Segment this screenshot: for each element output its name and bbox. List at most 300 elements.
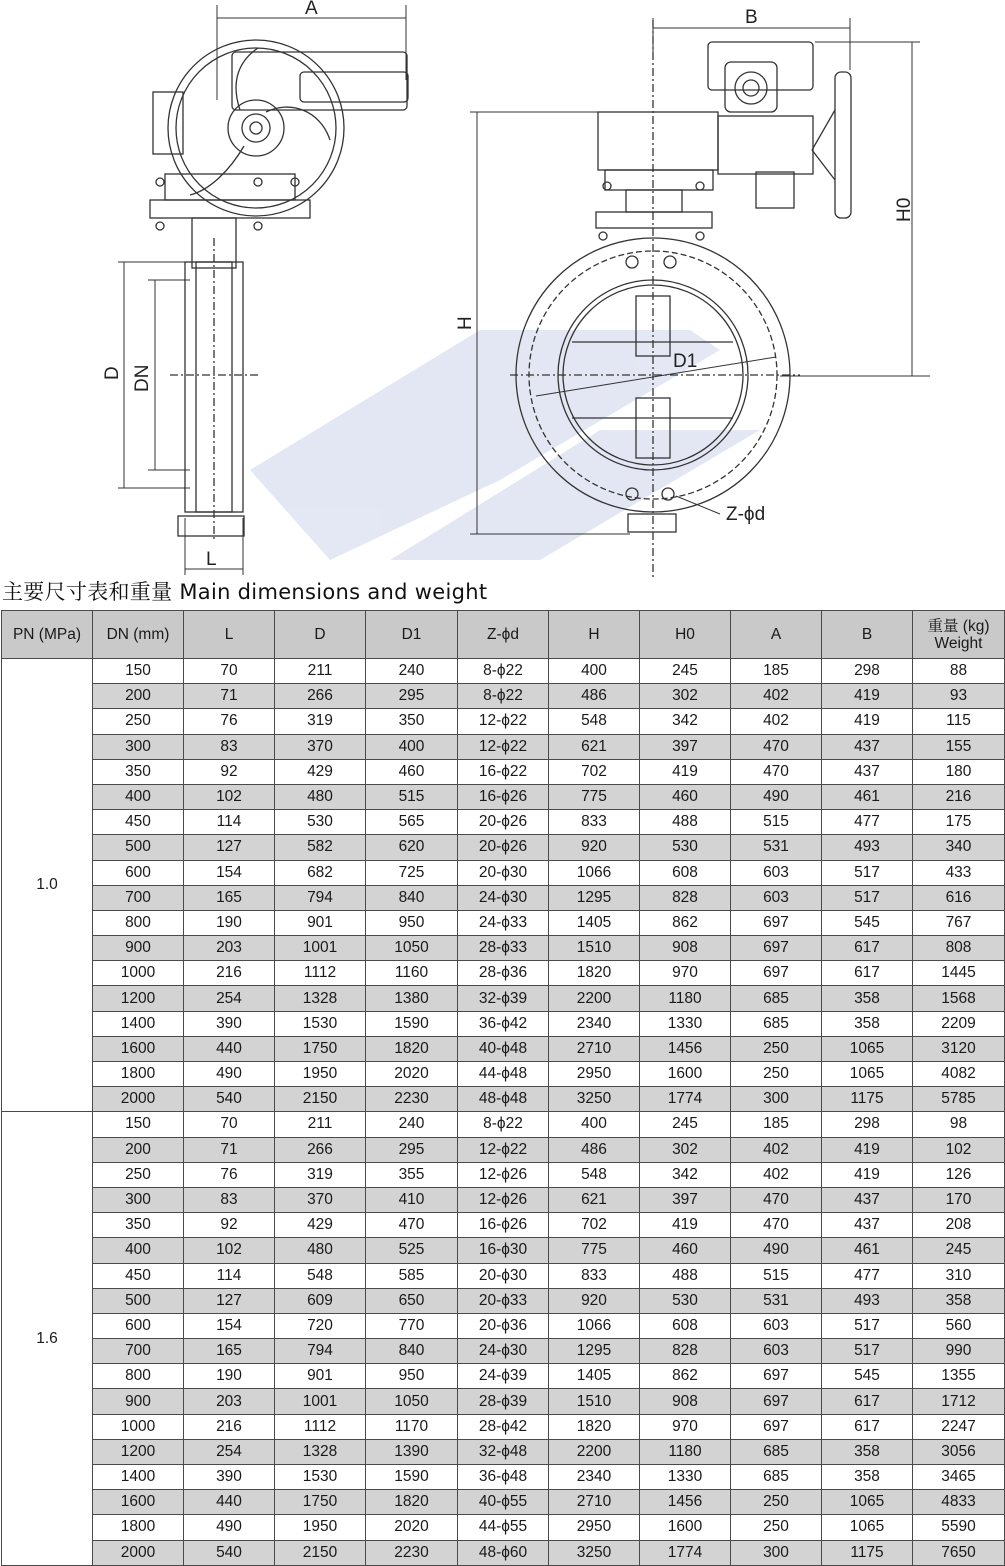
- table-cell: 358: [822, 986, 913, 1011]
- table-cell: 3465: [913, 1465, 1005, 1490]
- table-cell: 460: [640, 1238, 731, 1263]
- table-cell: 1295: [549, 1339, 640, 1364]
- table-cell: 530: [275, 810, 366, 835]
- table-cell: 2200: [549, 1439, 640, 1464]
- table-cell: 350: [93, 759, 184, 784]
- table-cell: 400: [549, 659, 640, 684]
- table-cell: 1950: [275, 1062, 366, 1087]
- table-cell: 350: [93, 1213, 184, 1238]
- table-cell: 150: [93, 1112, 184, 1137]
- table-cell: 493: [822, 1288, 913, 1313]
- table-cell: 24-ϕ33: [458, 910, 549, 935]
- table-row: [2, 1288, 1005, 1313]
- table-cell: 2710: [549, 1036, 640, 1061]
- table-cell: 5785: [913, 1087, 1005, 1112]
- table-cell: 488: [640, 1263, 731, 1288]
- table-cell: 617: [822, 1414, 913, 1439]
- table-cell: 1180: [640, 1439, 731, 1464]
- table-cell: 240: [366, 659, 458, 684]
- table-row: [2, 910, 1005, 935]
- table-cell: 840: [366, 885, 458, 910]
- table-cell: 603: [731, 1339, 822, 1364]
- table-cell: 617: [822, 1389, 913, 1414]
- table-cell: 370: [275, 1187, 366, 1212]
- table-row: [2, 1263, 1005, 1288]
- table-cell: 2000: [93, 1540, 184, 1565]
- table-cell: 697: [731, 910, 822, 935]
- table-cell: 83: [184, 734, 275, 759]
- table-cell: 300: [93, 1187, 184, 1212]
- table-cell: 24-ϕ30: [458, 885, 549, 910]
- table-cell: 310: [913, 1263, 1005, 1288]
- table-cell: 419: [822, 709, 913, 734]
- table-row: [2, 1213, 1005, 1238]
- table-cell: 1001: [275, 936, 366, 961]
- table-cell: 833: [549, 810, 640, 835]
- table-cell: 127: [184, 835, 275, 860]
- table-cell: 20-ϕ33: [458, 1288, 549, 1313]
- table-cell: 486: [549, 684, 640, 709]
- table-cell: 358: [822, 1011, 913, 1036]
- table-cell: 250: [93, 1162, 184, 1187]
- table-cell: 603: [731, 860, 822, 885]
- table-cell: 697: [731, 1414, 822, 1439]
- table-cell: 200: [93, 1137, 184, 1162]
- dim-label-d1: D1: [673, 351, 698, 372]
- table-cell: 295: [366, 1137, 458, 1162]
- table-cell: 8-ϕ22: [458, 659, 549, 684]
- table-row: [2, 1238, 1005, 1263]
- table-cell: 203: [184, 1389, 275, 1414]
- table-cell: 4082: [913, 1062, 1005, 1087]
- table-cell: 4833: [913, 1490, 1005, 1515]
- table-cell: 1600: [93, 1036, 184, 1061]
- column-header: D1: [366, 611, 458, 659]
- table-cell: 102: [184, 784, 275, 809]
- table-cell: 185: [731, 659, 822, 684]
- table-cell: 950: [366, 910, 458, 935]
- table-row: [2, 1515, 1005, 1540]
- table-cell: 154: [184, 860, 275, 885]
- table-cell: 440: [184, 1490, 275, 1515]
- table-row: [2, 1439, 1005, 1464]
- table-cell: 600: [93, 1313, 184, 1338]
- table-cell: 8-ϕ22: [458, 1112, 549, 1137]
- table-cell: 603: [731, 1313, 822, 1338]
- table-cell: 565: [366, 810, 458, 835]
- table-cell: 114: [184, 810, 275, 835]
- table-row: [2, 684, 1005, 709]
- technical-drawing: [0, 0, 1005, 580]
- table-cell: 2150: [275, 1087, 366, 1112]
- table-cell: 20-ϕ30: [458, 860, 549, 885]
- table-cell: 390: [184, 1465, 275, 1490]
- table-cell: 621: [549, 1187, 640, 1212]
- dim-label-h0: H0: [894, 197, 915, 222]
- table-cell: 1112: [275, 961, 366, 986]
- column-header: B: [822, 611, 913, 659]
- table-cell: 93: [913, 684, 1005, 709]
- table-cell: 419: [822, 1162, 913, 1187]
- table-cell: 295: [366, 684, 458, 709]
- table-cell: 400: [549, 1112, 640, 1137]
- table-cell: 1400: [93, 1011, 184, 1036]
- table-cell: 685: [731, 1011, 822, 1036]
- table-cell: 16-ϕ30: [458, 1238, 549, 1263]
- table-cell: 2230: [366, 1540, 458, 1565]
- table-cell: 1065: [822, 1036, 913, 1061]
- table-cell: 437: [822, 759, 913, 784]
- table-cell: 603: [731, 885, 822, 910]
- table-cell: 1590: [366, 1011, 458, 1036]
- table-cell: 28-ϕ39: [458, 1389, 549, 1414]
- table-row: [2, 1087, 1005, 1112]
- table-cell: 1820: [549, 961, 640, 986]
- table-cell: 2230: [366, 1087, 458, 1112]
- table-cell: 319: [275, 709, 366, 734]
- table-cell: 48-ϕ60: [458, 1540, 549, 1565]
- table-cell: 1328: [275, 986, 366, 1011]
- table-cell: 609: [275, 1288, 366, 1313]
- table-cell: 16-ϕ26: [458, 784, 549, 809]
- table-row: [2, 734, 1005, 759]
- table-cell: 685: [731, 986, 822, 1011]
- table-row: [2, 1187, 1005, 1212]
- table-cell: 620: [366, 835, 458, 860]
- table-cell: 490: [184, 1062, 275, 1087]
- table-cell: 1380: [366, 986, 458, 1011]
- table-cell: 419: [822, 1137, 913, 1162]
- table-cell: 400: [366, 734, 458, 759]
- table-cell: 16-ϕ26: [458, 1213, 549, 1238]
- table-cell: 621: [549, 734, 640, 759]
- table-cell: 28-ϕ36: [458, 961, 549, 986]
- table-row: [2, 709, 1005, 734]
- table-cell: 211: [275, 659, 366, 684]
- table-cell: 833: [549, 1263, 640, 1288]
- table-cell: 490: [731, 784, 822, 809]
- table-cell: 545: [822, 910, 913, 935]
- table-cell: 48-ϕ48: [458, 1087, 549, 1112]
- table-cell: 370: [275, 734, 366, 759]
- table-cell: 1175: [822, 1540, 913, 1565]
- table-row: [2, 1313, 1005, 1338]
- table-cell: 1200: [93, 986, 184, 1011]
- table-cell: 480: [275, 1238, 366, 1263]
- table-cell: 794: [275, 885, 366, 910]
- table-cell: 165: [184, 1339, 275, 1364]
- table-cell: 990: [913, 1339, 1005, 1364]
- dimensions-table: [1, 610, 1005, 1566]
- table-cell: 5590: [913, 1515, 1005, 1540]
- table-cell: 3250: [549, 1087, 640, 1112]
- table-cell: 531: [731, 1288, 822, 1313]
- dim-label-l: L: [206, 549, 217, 570]
- column-header: L: [184, 611, 275, 659]
- table-row: [2, 1465, 1005, 1490]
- table-cell: 2209: [913, 1011, 1005, 1036]
- table-cell: 1330: [640, 1011, 731, 1036]
- table-cell: 1050: [366, 1389, 458, 1414]
- table-cell: 350: [366, 709, 458, 734]
- table-cell: 250: [731, 1062, 822, 1087]
- table-cell: 1295: [549, 885, 640, 910]
- table-cell: 240: [366, 1112, 458, 1137]
- table-cell: 1774: [640, 1087, 731, 1112]
- table-cell: 355: [366, 1162, 458, 1187]
- table-cell: 775: [549, 1238, 640, 1263]
- column-header: DN (mm): [93, 611, 184, 659]
- table-cell: 840: [366, 1339, 458, 1364]
- table-row: [2, 659, 1005, 684]
- table-cell: 908: [640, 936, 731, 961]
- table-cell: 8-ϕ22: [458, 684, 549, 709]
- table-cell: 920: [549, 835, 640, 860]
- table-row: [2, 1339, 1005, 1364]
- table-cell: 12-ϕ22: [458, 709, 549, 734]
- table-cell: 70: [184, 659, 275, 684]
- table-cell: 1820: [549, 1414, 640, 1439]
- column-header: PN (MPa): [2, 611, 93, 659]
- table-row: [2, 784, 1005, 809]
- table-cell: 2000: [93, 1087, 184, 1112]
- table-cell: 901: [275, 1364, 366, 1389]
- table-cell: 102: [184, 1238, 275, 1263]
- section-title: 主要尺寸表和重量 Main dimensions and weight: [2, 580, 488, 604]
- table-cell: 340: [913, 835, 1005, 860]
- table-cell: 76: [184, 709, 275, 734]
- table-cell: 560: [913, 1313, 1005, 1338]
- table-cell: 437: [822, 1187, 913, 1212]
- table-row: [2, 1162, 1005, 1187]
- table-cell: 548: [549, 1162, 640, 1187]
- table-cell: 12-ϕ26: [458, 1187, 549, 1212]
- dim-label-zd: Z-ϕd: [726, 504, 766, 525]
- table-cell: 1065: [822, 1515, 913, 1540]
- table-cell: 770: [366, 1313, 458, 1338]
- table-cell: 3120: [913, 1036, 1005, 1061]
- table-cell: 358: [822, 1439, 913, 1464]
- table-row: [2, 1062, 1005, 1087]
- table-cell: 114: [184, 1263, 275, 1288]
- table-cell: 397: [640, 734, 731, 759]
- table-cell: 697: [731, 961, 822, 986]
- table-cell: 702: [549, 759, 640, 784]
- table-cell: 1000: [93, 961, 184, 986]
- table-cell: 300: [93, 734, 184, 759]
- table-cell: 1530: [275, 1011, 366, 1036]
- table-cell: 98: [913, 1112, 1005, 1137]
- table-cell: 545: [822, 1364, 913, 1389]
- table-row: [2, 936, 1005, 961]
- table-cell: 419: [640, 1213, 731, 1238]
- table-cell: 1065: [822, 1490, 913, 1515]
- table-cell: 1510: [549, 1389, 640, 1414]
- table-cell: 2020: [366, 1515, 458, 1540]
- table-cell: 617: [822, 961, 913, 986]
- table-cell: 617: [822, 936, 913, 961]
- table-cell: 83: [184, 1187, 275, 1212]
- column-header: 重量 (kg) Weight: [913, 611, 1005, 659]
- table-cell: 1175: [822, 1087, 913, 1112]
- table-cell: 400: [93, 784, 184, 809]
- table-cell: 12-ϕ22: [458, 1137, 549, 1162]
- table-cell: 1568: [913, 986, 1005, 1011]
- table-cell: 410: [366, 1187, 458, 1212]
- table-cell: 517: [822, 1313, 913, 1338]
- table-cell: 76: [184, 1162, 275, 1187]
- table-cell: 1160: [366, 961, 458, 986]
- table-cell: 3250: [549, 1540, 640, 1565]
- table-cell: 697: [731, 1389, 822, 1414]
- table-cell: 1820: [366, 1036, 458, 1061]
- table-cell: 20-ϕ26: [458, 810, 549, 835]
- table-cell: 254: [184, 1439, 275, 1464]
- table-cell: 437: [822, 1213, 913, 1238]
- table-cell: 3056: [913, 1439, 1005, 1464]
- table-cell: 470: [731, 734, 822, 759]
- table-cell: 582: [275, 835, 366, 860]
- table-cell: 1066: [549, 1313, 640, 1338]
- table-row: [2, 885, 1005, 910]
- table-cell: 342: [640, 709, 731, 734]
- table-cell: 2247: [913, 1414, 1005, 1439]
- table-cell: 1800: [93, 1515, 184, 1540]
- table-cell: 862: [640, 910, 731, 935]
- table-cell: 1200: [93, 1439, 184, 1464]
- table-cell: 517: [822, 1339, 913, 1364]
- table-cell: 44-ϕ48: [458, 1062, 549, 1087]
- table-cell: 28-ϕ33: [458, 936, 549, 961]
- table-row: [2, 986, 1005, 1011]
- table-cell: 461: [822, 1238, 913, 1263]
- table-cell: 1328: [275, 1439, 366, 1464]
- table-cell: 298: [822, 659, 913, 684]
- pn-cell: 1.0: [2, 659, 93, 1112]
- table-cell: 20-ϕ30: [458, 1263, 549, 1288]
- table-cell: 429: [275, 1213, 366, 1238]
- table-cell: 1820: [366, 1490, 458, 1515]
- table-cell: 548: [275, 1263, 366, 1288]
- table-cell: 1066: [549, 860, 640, 885]
- table-row: [2, 1137, 1005, 1162]
- table-cell: 600: [93, 860, 184, 885]
- table-cell: 1600: [93, 1490, 184, 1515]
- table-cell: 32-ϕ48: [458, 1439, 549, 1464]
- table-cell: 1456: [640, 1036, 731, 1061]
- column-header: H0: [640, 611, 731, 659]
- table-cell: 461: [822, 784, 913, 809]
- table-cell: 1170: [366, 1414, 458, 1439]
- table-cell: 266: [275, 684, 366, 709]
- table-cell: 433: [913, 860, 1005, 885]
- table-cell: 71: [184, 684, 275, 709]
- table-cell: 490: [731, 1238, 822, 1263]
- table-cell: 1530: [275, 1465, 366, 1490]
- table-cell: 477: [822, 1263, 913, 1288]
- table-cell: 1405: [549, 1364, 640, 1389]
- table-cell: 1000: [93, 1414, 184, 1439]
- table-cell: 298: [822, 1112, 913, 1137]
- table-row: [2, 1364, 1005, 1389]
- table-cell: 102: [913, 1137, 1005, 1162]
- table-cell: 1050: [366, 936, 458, 961]
- table-cell: 800: [93, 910, 184, 935]
- table-cell: 302: [640, 684, 731, 709]
- table-cell: 190: [184, 910, 275, 935]
- table-cell: 486: [549, 1137, 640, 1162]
- table-cell: 390: [184, 1011, 275, 1036]
- table-cell: 358: [822, 1465, 913, 1490]
- table-cell: 1405: [549, 910, 640, 935]
- table-cell: 650: [366, 1288, 458, 1313]
- dim-label-b: B: [745, 7, 758, 28]
- table-row: [2, 1036, 1005, 1061]
- table-cell: 608: [640, 860, 731, 885]
- table-cell: 402: [731, 684, 822, 709]
- table-cell: 530: [640, 1288, 731, 1313]
- table-cell: 450: [93, 1263, 184, 1288]
- table-cell: 40-ϕ55: [458, 1490, 549, 1515]
- table-cell: 88: [913, 659, 1005, 684]
- table-cell: 1800: [93, 1062, 184, 1087]
- table-cell: 1600: [640, 1062, 731, 1087]
- table-cell: 1001: [275, 1389, 366, 1414]
- table-cell: 437: [822, 734, 913, 759]
- table-cell: 1355: [913, 1364, 1005, 1389]
- table-cell: 525: [366, 1238, 458, 1263]
- table-cell: 1712: [913, 1389, 1005, 1414]
- table-cell: 2150: [275, 1540, 366, 1565]
- table-cell: 1180: [640, 986, 731, 1011]
- table-cell: 180: [913, 759, 1005, 784]
- table-cell: 36-ϕ42: [458, 1011, 549, 1036]
- table-cell: 515: [731, 810, 822, 835]
- table-cell: 20-ϕ26: [458, 835, 549, 860]
- table-cell: 808: [913, 936, 1005, 961]
- table-cell: 16-ϕ22: [458, 759, 549, 784]
- table-cell: 828: [640, 1339, 731, 1364]
- table-cell: 767: [913, 910, 1005, 935]
- table-cell: 500: [93, 1288, 184, 1313]
- table-body: [2, 659, 1005, 1566]
- table-cell: 165: [184, 885, 275, 910]
- table-cell: 250: [731, 1036, 822, 1061]
- table-cell: 245: [640, 1112, 731, 1137]
- table-cell: 203: [184, 936, 275, 961]
- table-cell: 1750: [275, 1036, 366, 1061]
- table-cell: 515: [731, 1263, 822, 1288]
- table-cell: 530: [640, 835, 731, 860]
- table-cell: 2340: [549, 1011, 640, 1036]
- table-cell: 1750: [275, 1490, 366, 1515]
- table-cell: 697: [731, 1364, 822, 1389]
- column-header: D: [275, 611, 366, 659]
- table-cell: 697: [731, 936, 822, 961]
- table-row: [2, 1540, 1005, 1565]
- table-cell: 685: [731, 1439, 822, 1464]
- table-cell: 12-ϕ26: [458, 1162, 549, 1187]
- table-cell: 470: [731, 1187, 822, 1212]
- table-cell: 250: [731, 1515, 822, 1540]
- table-cell: 540: [184, 1540, 275, 1565]
- table-cell: 1510: [549, 936, 640, 961]
- table-cell: 585: [366, 1263, 458, 1288]
- table-cell: 685: [731, 1465, 822, 1490]
- table-row: [2, 1389, 1005, 1414]
- table-cell: 470: [731, 759, 822, 784]
- table-cell: 300: [731, 1087, 822, 1112]
